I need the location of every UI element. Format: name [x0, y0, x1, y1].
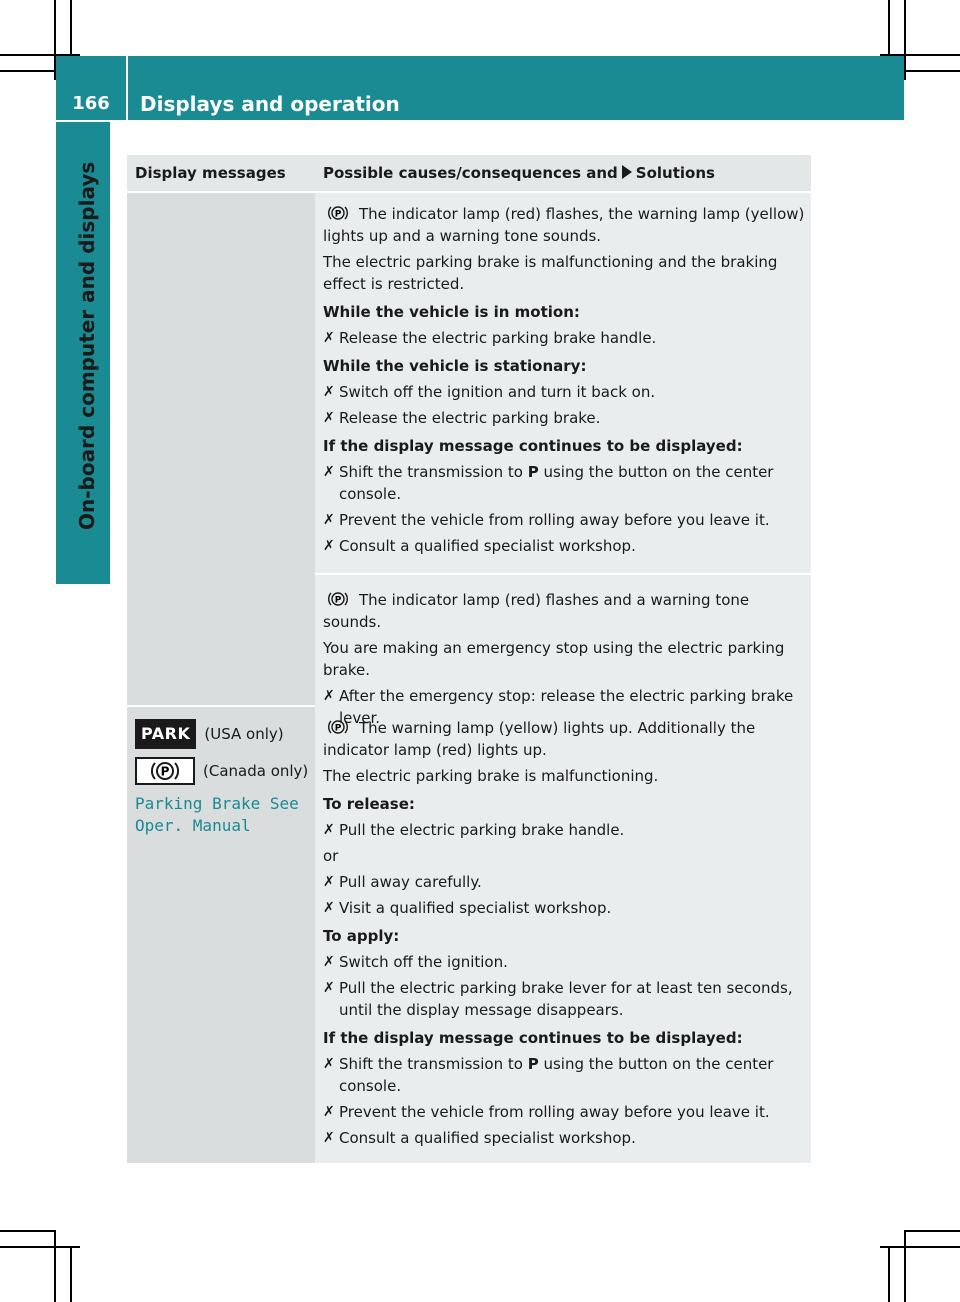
p-display-line	[135, 757, 309, 785]
step-arrow-icon: ✗	[323, 1104, 335, 1120]
subheading: To release:	[323, 795, 415, 813]
step-arrow-icon: ✗	[323, 512, 335, 528]
step-text: Pull away carefully.	[339, 873, 482, 891]
intro-text: The warning lamp (yellow) lights up. Additionally the indicator lamp (red) lights up.	[323, 719, 756, 759]
step-arrow-icon: ✗	[323, 1056, 335, 1072]
svg-text:P: P	[334, 209, 342, 220]
step-text: Pull the electric parking brake handle.	[339, 821, 625, 839]
or-text: or	[323, 847, 339, 865]
parking-brake-lamp-icon	[323, 590, 353, 608]
parking-brake-symbol-icon	[135, 757, 195, 785]
intro-paragraph	[323, 589, 805, 633]
svg-text:P: P	[334, 723, 342, 734]
step-text: Switch off the ignition.	[339, 953, 508, 971]
step-arrow-icon: ✗	[323, 330, 335, 346]
col-header-solutions-text: Solutions	[635, 164, 715, 182]
side-tab-label: On-board computer and displays	[75, 161, 99, 530]
svg-text:P: P	[160, 764, 170, 779]
step-item	[323, 685, 805, 729]
intro-text: The indicator lamp (red) flashes, the warning lamp (yellow) lights up and a warning tone sounds.	[323, 205, 805, 245]
lcd-line: Oper. Manual	[135, 816, 251, 835]
step-arrow-icon: ✗	[323, 538, 335, 554]
usa-only-label: (USA only)	[204, 725, 284, 743]
step-text: Release the electric parking brake handle.	[339, 329, 657, 347]
step-arrow-icon: ✗	[323, 688, 335, 704]
park-display-line	[135, 719, 309, 749]
description-text: The electric parking brake is malfunctioning.	[323, 767, 659, 785]
step-item	[323, 1127, 805, 1149]
step-text: Visit a qualified specialist workshop.	[339, 899, 612, 917]
col-header-causes-text: Possible causes/consequences and	[323, 164, 618, 182]
solution-cell	[315, 573, 811, 745]
step-item	[323, 1101, 805, 1123]
step-text: Consult a qualified specialist workshop.	[339, 537, 636, 555]
step-item	[323, 977, 805, 1021]
intro-text: The indicator lamp (red) flashes and a warning tone sounds.	[323, 591, 750, 631]
lcd-line: Parking Brake See	[135, 794, 299, 813]
step-item	[323, 951, 805, 973]
col-header-display-messages: Display messages	[135, 164, 286, 182]
gear-position: P	[527, 463, 539, 481]
crop-mark	[904, 1230, 960, 1232]
svg-text:P: P	[334, 595, 342, 606]
page-title: Displays and operation	[140, 92, 400, 116]
subheading: To apply:	[323, 927, 400, 945]
crop-mark	[54, 1230, 56, 1302]
step-text: After the emergency stop: release the electric parking brake lever.	[339, 687, 794, 727]
crop-mark	[880, 1246, 960, 1248]
subheading: If the display message continues to be displayed:	[323, 437, 743, 455]
step-arrow-icon: ✗	[323, 822, 335, 838]
table-row	[127, 193, 811, 727]
step-item	[323, 897, 805, 919]
crop-mark	[0, 70, 56, 72]
crop-mark	[904, 1230, 906, 1302]
step-arrow-icon: ✗	[323, 410, 335, 426]
step-item	[323, 381, 805, 403]
step-item	[323, 1053, 805, 1097]
crop-mark	[888, 0, 890, 56]
crop-mark	[0, 1230, 56, 1232]
subheading: If the display message continues to be displayed:	[323, 1029, 743, 1047]
solutions-column	[315, 707, 811, 1163]
step-text: Pull the electric parking brake lever for at least ten seconds, until the display message disappears.	[339, 979, 793, 1019]
parking-brake-lamp-icon	[323, 204, 353, 222]
step-text: Consult a qualified specialist workshop.	[339, 1129, 636, 1147]
messages-table	[127, 155, 811, 1163]
step-text-pre: Shift the transmission to	[339, 463, 523, 481]
step-arrow-icon: ✗	[323, 954, 335, 970]
step-item	[323, 327, 805, 349]
step-arrow-icon: ✗	[323, 900, 335, 916]
page-number: 166	[72, 93, 110, 114]
crop-mark	[904, 70, 960, 72]
header-divider	[126, 56, 128, 120]
crop-mark	[888, 1248, 890, 1302]
step-item	[323, 407, 805, 429]
step-item	[323, 535, 805, 557]
step-text-post: using the button on the center console.	[339, 463, 774, 503]
canada-only-label: (Canada only)	[203, 762, 309, 780]
step-text-post: using the button on the center console.	[339, 1055, 774, 1095]
step-item	[323, 871, 805, 893]
crop-mark	[70, 1248, 72, 1302]
step-arrow-icon: ✗	[323, 384, 335, 400]
step-arrow-icon: ✗	[323, 874, 335, 890]
arrow-right-icon	[622, 165, 632, 179]
intro-paragraph	[323, 203, 805, 247]
lcd-message	[135, 793, 309, 837]
solution-cell	[315, 193, 811, 573]
solutions-column	[315, 193, 811, 727]
step-item	[323, 461, 805, 505]
step-arrow-icon: ✗	[323, 980, 335, 996]
table-header	[127, 155, 811, 193]
table-row	[127, 705, 811, 1163]
display-cell	[127, 707, 315, 1163]
crop-mark	[0, 1246, 80, 1248]
solution-cell	[315, 707, 811, 1163]
gear-position: P	[527, 1055, 539, 1073]
display-cell-empty	[127, 193, 315, 705]
step-text: Release the electric parking brake.	[339, 409, 601, 427]
step-item	[323, 509, 805, 531]
subheading: While the vehicle is stationary:	[323, 357, 587, 375]
step-text: Prevent the vehicle from rolling away before you leave it.	[339, 1103, 770, 1121]
step-text-pre: Shift the transmission to	[339, 1055, 523, 1073]
description-text: The electric parking brake is malfunctioning and the braking effect is restricted.	[323, 253, 778, 293]
col-header-causes	[315, 155, 811, 191]
crop-mark	[70, 0, 72, 56]
step-text: Prevent the vehicle from rolling away before you leave it.	[339, 511, 770, 529]
crop-mark	[904, 0, 906, 80]
description-text: You are making an emergency stop using the electric parking brake.	[323, 639, 785, 679]
park-lamp-icon: PARK	[135, 719, 196, 749]
step-arrow-icon: ✗	[323, 464, 335, 480]
step-text: Switch off the ignition and turn it back on.	[339, 383, 656, 401]
subheading: While the vehicle is in motion:	[323, 303, 580, 321]
step-arrow-icon: ✗	[323, 1130, 335, 1146]
step-item	[323, 819, 805, 841]
